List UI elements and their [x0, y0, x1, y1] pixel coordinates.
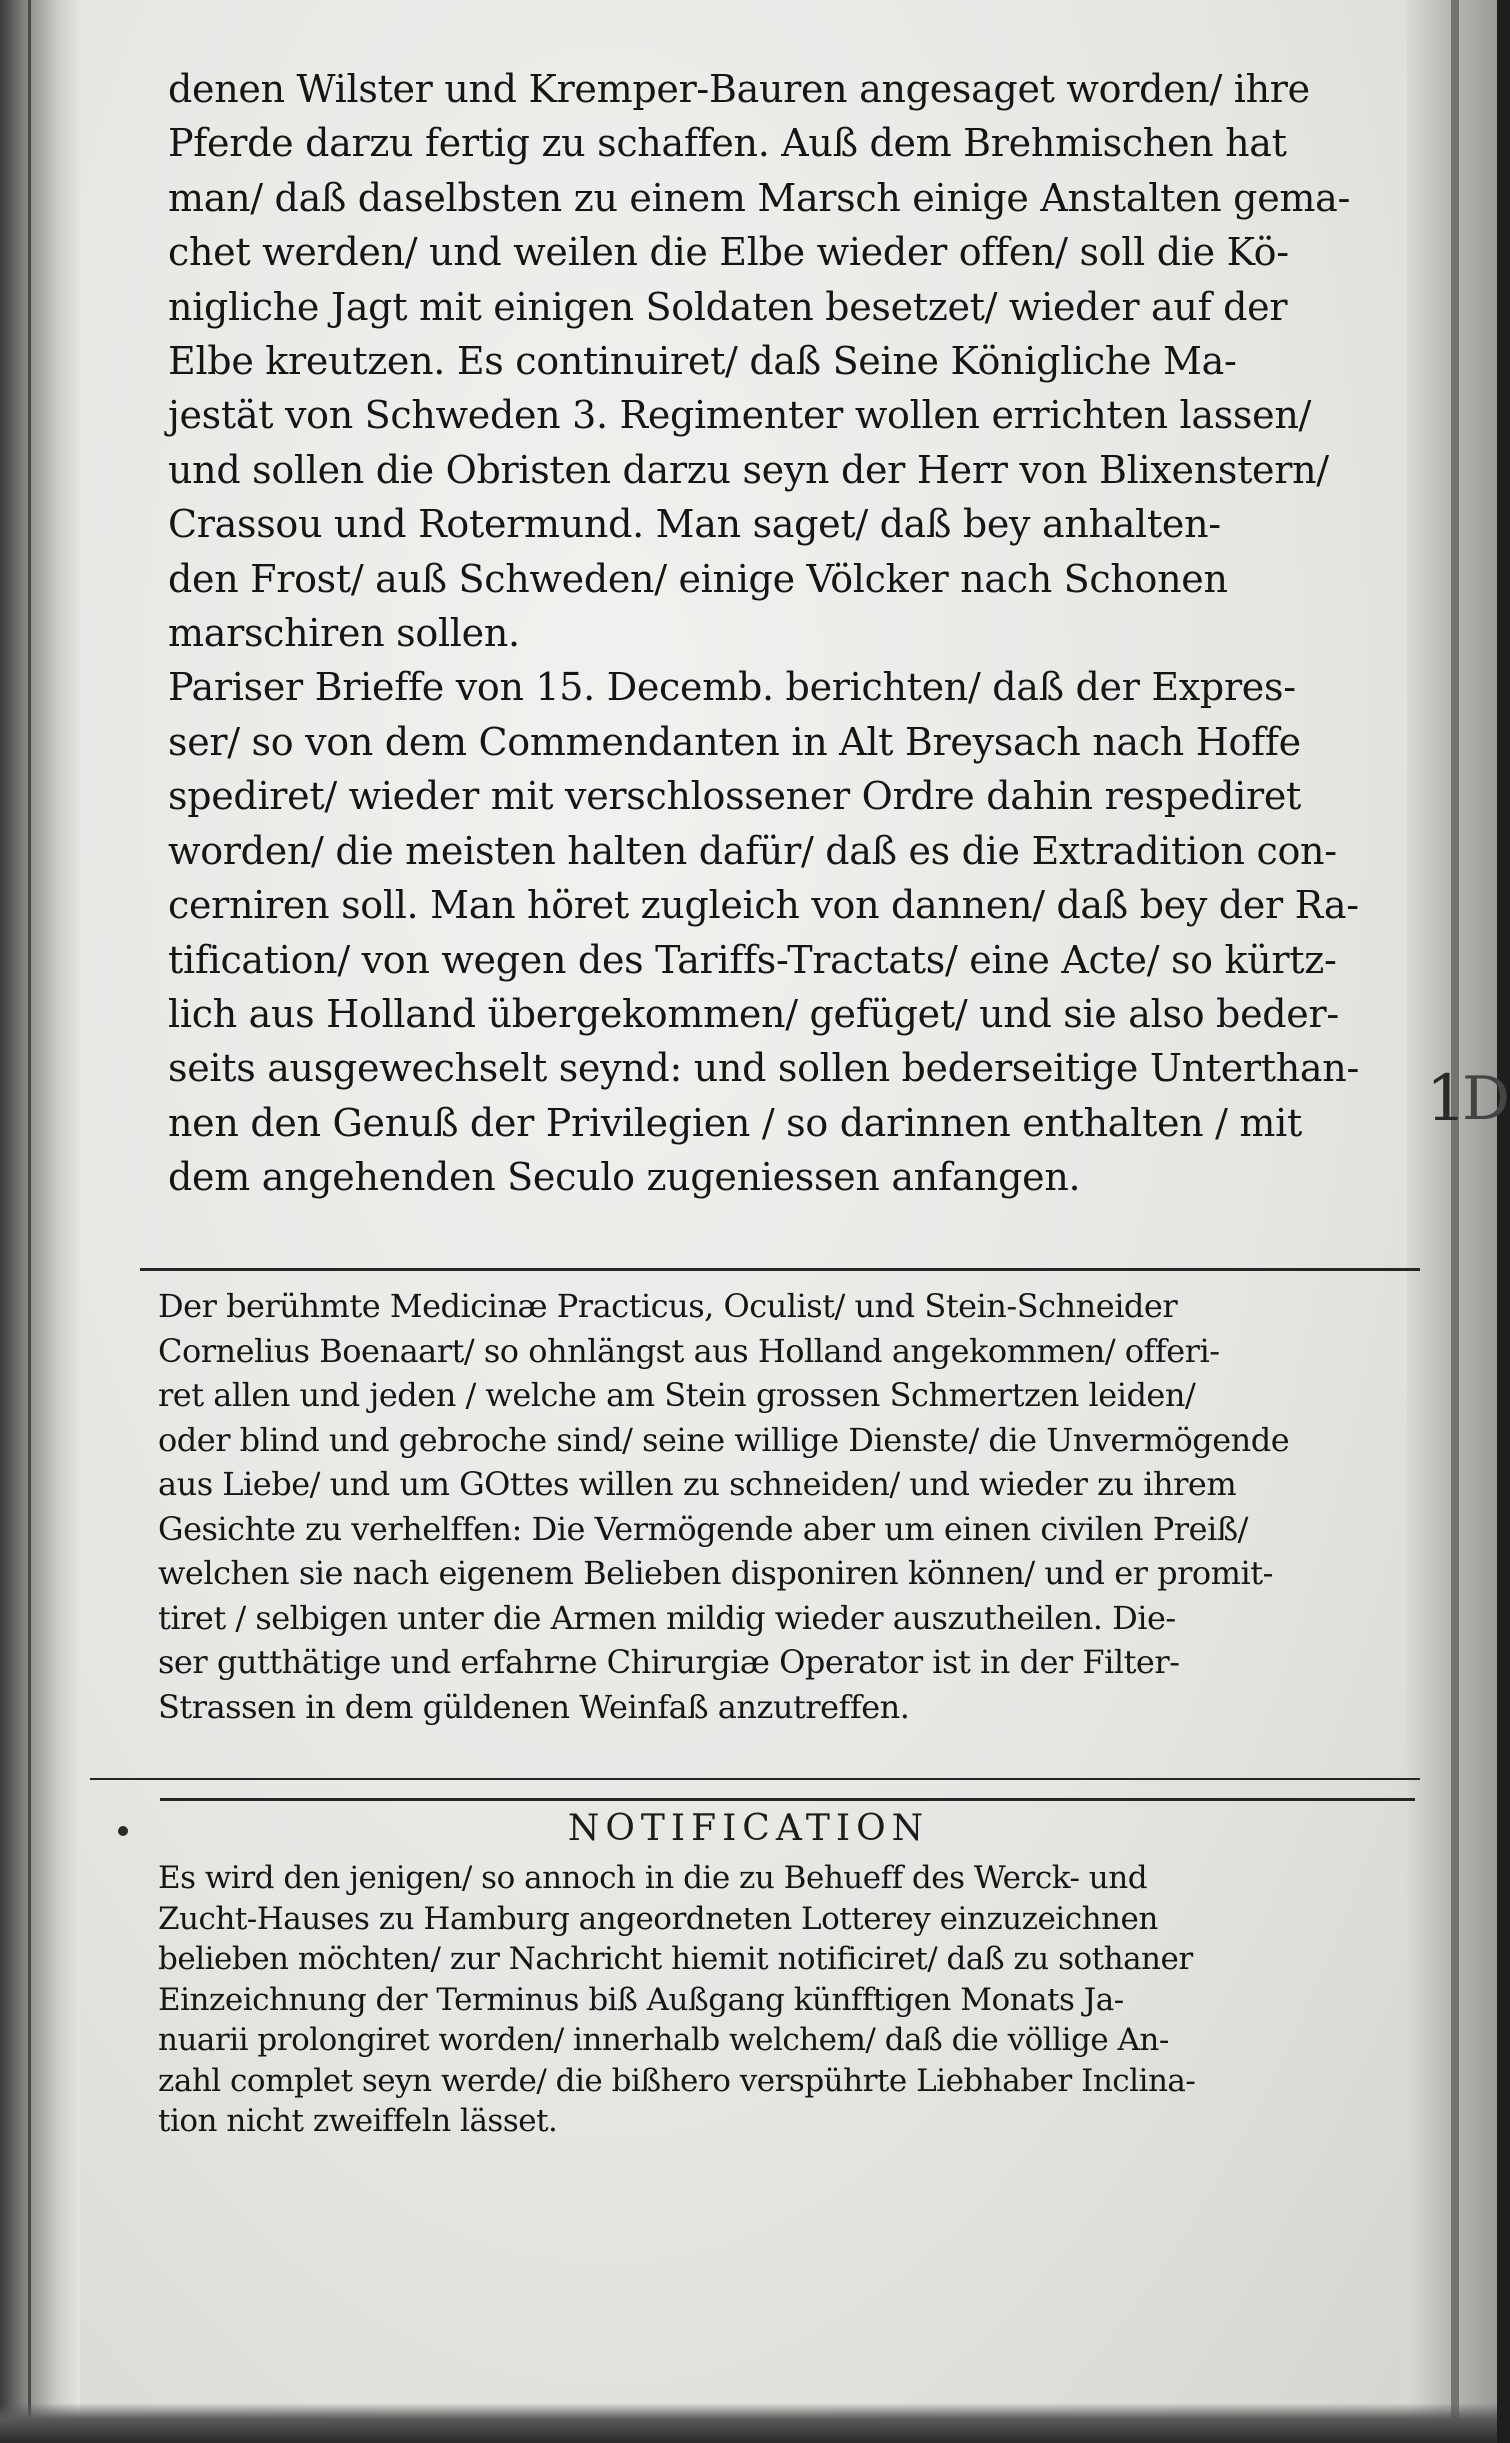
notification-line: belieben möchten/ zur Nachricht hiemit notificiret/ daß zu sothaner [158, 1941, 1193, 1977]
text-line: tification/ von wegen des Tariffs-Tractats/ eine Acte/ so kürtz- [168, 937, 1337, 982]
ad-line: ret allen und jeden / welche am Stein grossen Schmertzen leiden/ [158, 1376, 1196, 1414]
left-binding-edge [0, 0, 80, 2443]
ad-line: Strassen in dem güldenen Weinfaß anzutreffen. [158, 1687, 910, 1726]
ad-line: Der berühmte Medicinæ Practicus, Oculist/ und Stein-Schneider [158, 1287, 1178, 1325]
text-line: nen den Genuß der Privilegien / so darinnen enthalten / mit [168, 1100, 1302, 1145]
news-report-text [168, 62, 1428, 1205]
text-line: man/ daß daselbsten zu einem Marsch einige Anstalten gema- [168, 175, 1351, 220]
margin-cropped-mark: D [1462, 1064, 1510, 1134]
text-line: Crassou und Rotermund. Man saget/ daß bey anhalten- [168, 502, 1221, 547]
section-divider [160, 1798, 1415, 1801]
ad-line: Cornelius Boenaart/ so ohnlängst aus Holland angekommen/ offeri- [158, 1331, 1220, 1370]
text-line: Elbe kreutzen. Es continuiret/ daß Seine Königliche Ma- [168, 339, 1237, 384]
notification-line: zahl complet seyn werde/ die bißhero verspührte Liebhaber Inclina- [158, 2062, 1196, 2099]
text-line: chet werden/ und weilen die Elbe wieder offen/ soll die Kö- [168, 230, 1289, 275]
text-line: den Frost/ auß Schweden/ einige Völcker nach Schonen [168, 556, 1228, 601]
section-divider [90, 1778, 1420, 1780]
ad-line: tiret / selbigen unter die Armen mildig wieder auszutheilen. Die- [158, 1598, 1176, 1637]
text-line: denen Wilster und Kremper-Bauren angesaget worden/ ihre [168, 67, 1310, 111]
text-line: Pferde darzu fertig zu schaffen. Auß dem Brehmischen hat [168, 121, 1287, 166]
notification-line: Es wird den jenigen/ so annoch in die zu Behueff des Werck- und [158, 1860, 1148, 1896]
margin-handwritten-mark: 1 [1426, 1062, 1467, 1136]
notification-line: Einzeichnung der Terminus biß Außgang künfftigen Monats Ja- [158, 1981, 1124, 2018]
text-line: Pariser Brieffe von 15. Decemb. berichten/ daß der Expres- [168, 665, 1296, 710]
text-line: ser/ so von dem Commendanten in Alt Breysach nach Hoffe [168, 719, 1301, 764]
notification-line: tion nicht zweiffeln lässet. [158, 2103, 558, 2139]
notification-heading: NOTIFICATION [567, 1808, 930, 1849]
text-line: nigliche Jagt mit einigen Soldaten besetzet/ wieder auf der [168, 284, 1288, 329]
text-line: spediret/ wieder mit verschlossener Ordre dahin respediret [168, 774, 1301, 819]
section-divider [140, 1268, 1420, 1271]
text-line: cerniren soll. Man höret zugleich von dannen/ daß bey der Ra- [168, 883, 1359, 928]
text-line: marschiren sollen. [168, 611, 520, 656]
notification-line: nuarii prolongiret worden/ innerhalb welchem/ daß die völlige An- [158, 2022, 1169, 2058]
ad-line: welchen sie nach eigenem Belieben disponiren können/ und er promit- [158, 1554, 1273, 1592]
ad-line: ser gutthätige und erfahrne Chirurgiæ Operator ist in der Filter- [158, 1643, 1180, 1681]
ad-line: oder blind und gebroche sind/ seine willige Dienste/ die Unvermögende [158, 1420, 1290, 1459]
ad-line: Gesichte zu verhelffen: Die Vermögende aber um einen civilen Preiß/ [158, 1509, 1248, 1548]
text-line: und sollen die Obristen darzu seyn der Herr von Blixenstern/ [168, 447, 1329, 492]
notification-line: Zucht-Hauses zu Hamburg angeordneten Lotterey einzuzeichnen [158, 1900, 1158, 1937]
text-line: lich aus Holland übergekommen/ gefüget/ und sie also beder- [168, 991, 1339, 1036]
text-line: worden/ die meisten halten dafür/ daß es die Extradition con- [168, 828, 1337, 873]
bottom-shadow [0, 2403, 1497, 2443]
ad-line: aus Liebe/ und um GOttes willen zu schneiden/ und wieder zu ihrem [158, 1465, 1237, 1503]
advertisement-text [158, 1284, 1418, 1729]
text-line: dem angehenden Seculo zugeniessen anfangen. [168, 1155, 1081, 1200]
text-line: seits ausgewechselt seynd: und sollen bederseitige Unterthan- [168, 1046, 1360, 1091]
text-line: jestät von Schweden 3. Regimenter wollen errichten lassen/ [168, 393, 1311, 438]
right-fold-shadow [1451, 0, 1459, 2443]
notification-text [158, 1858, 1418, 2142]
